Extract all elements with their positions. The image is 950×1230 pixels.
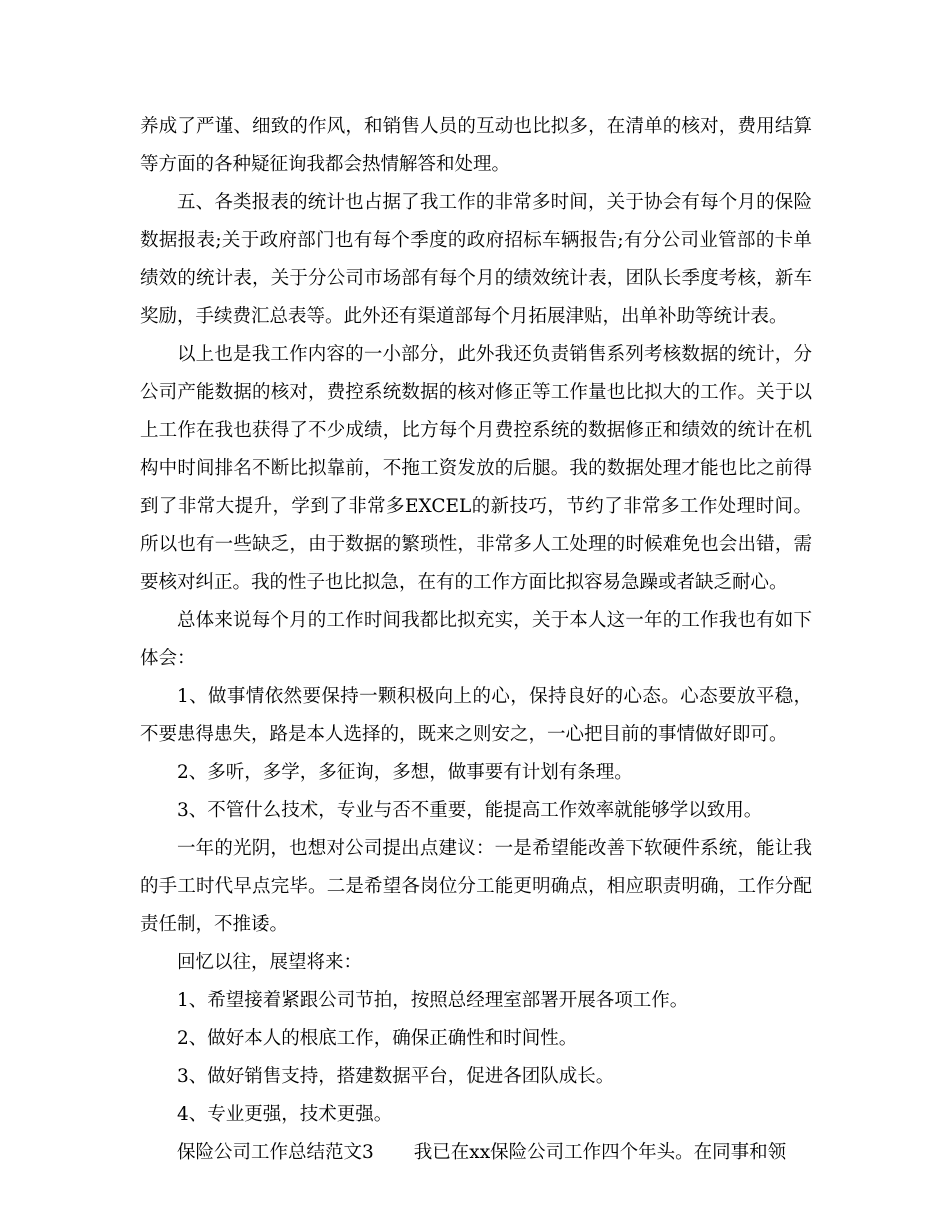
paragraph: 3、不管什么技术，专业与否不重要，能提高工作效率就能够学以致用。 [177, 800, 763, 821]
paragraph: 五、各类报表的统计也占据了我工作的非常多时间，关于协会有每个月的保险数据报表;关于政府部门也有每个季度的政府招标车辆报告;有分公司业管部的卡单绩效的统计表，关于分公司市场部有每个月的绩效统计表，团队长季度考核，新车奖励，手续费汇总表等。此外还有渠道部每个月拓展津贴，出单补助等统计表。 [140, 192, 812, 327]
document-body [140, 108, 812, 1172]
section-opening-text: 我已在xx保险公司工作四个年头。在同事和领 [413, 1142, 787, 1163]
paragraph: 回忆以往，展望将来： [177, 952, 363, 973]
paragraph: 1、希望接着紧跟公司节拍，按照总经理室部署开展各项工作。 [177, 990, 689, 1011]
paragraph: 一年的光阴，也想对公司提出点建议：一是希望能改善下软硬件系统，能让我的手工时代早点完毕。二是希望各岗位分工能更明确点，相应职责明确，工作分配责任制，不推诿。 [140, 838, 812, 935]
paragraph: 2、多听，多学，多征询，多想，做事要有计划有条理。 [177, 762, 633, 783]
paragraph: 以上也是我工作内容的一小部分，此外我还负责销售系列考核数据的统计，分公司产能数据的核对，费控系统数据的核对修正等工作量也比拟大的工作。关于以上工作在我也获得了不少成绩，比方每个月费控系统的数据修正和绩效的统计在机构中时间排名不断比拟靠前，不拖工资发放的后腿。我的数据处理才能也比之前得到了非常大提升，学到了非常多EXCEL的新技巧，节约了非常多工作处理时间。所以也有一些缺乏，由于数据的繁琐性，非常多人工处理的时候难免也会出错，需要核对纠正。我的性子也比拟急，在有的工作方面比拟容易急躁或者缺乏耐心。 [140, 344, 812, 593]
section-title: 保险公司工作总结范文3 [177, 1142, 374, 1163]
paragraph: 总体来说每个月的工作时间我都比拟充实，关于本人这一年的工作我也有如下体会： [140, 610, 812, 669]
paragraph: 养成了严谨、细致的作风，和销售人员的互动也比拟多，在清单的核对，费用结算等方面的各种疑征询我都会热情解答和处理。 [140, 116, 812, 175]
section-heading-line [140, 1134, 812, 1172]
paragraph: 4、专业更强，技术更强。 [177, 1104, 393, 1125]
paragraph: 2、做好本人的根底工作，确保正确性和时间性。 [177, 1028, 578, 1049]
paragraph: 3、做好销售支持，搭建数据平台，促进各团队成长。 [177, 1066, 615, 1087]
paragraph: 1、做事情依然要保持一颗积极向上的心，保持良好的心态。心态要放平稳，不要患得患失，路是本人选择的，既来之则安之，一心把目前的事情做好即可。 [140, 686, 812, 745]
